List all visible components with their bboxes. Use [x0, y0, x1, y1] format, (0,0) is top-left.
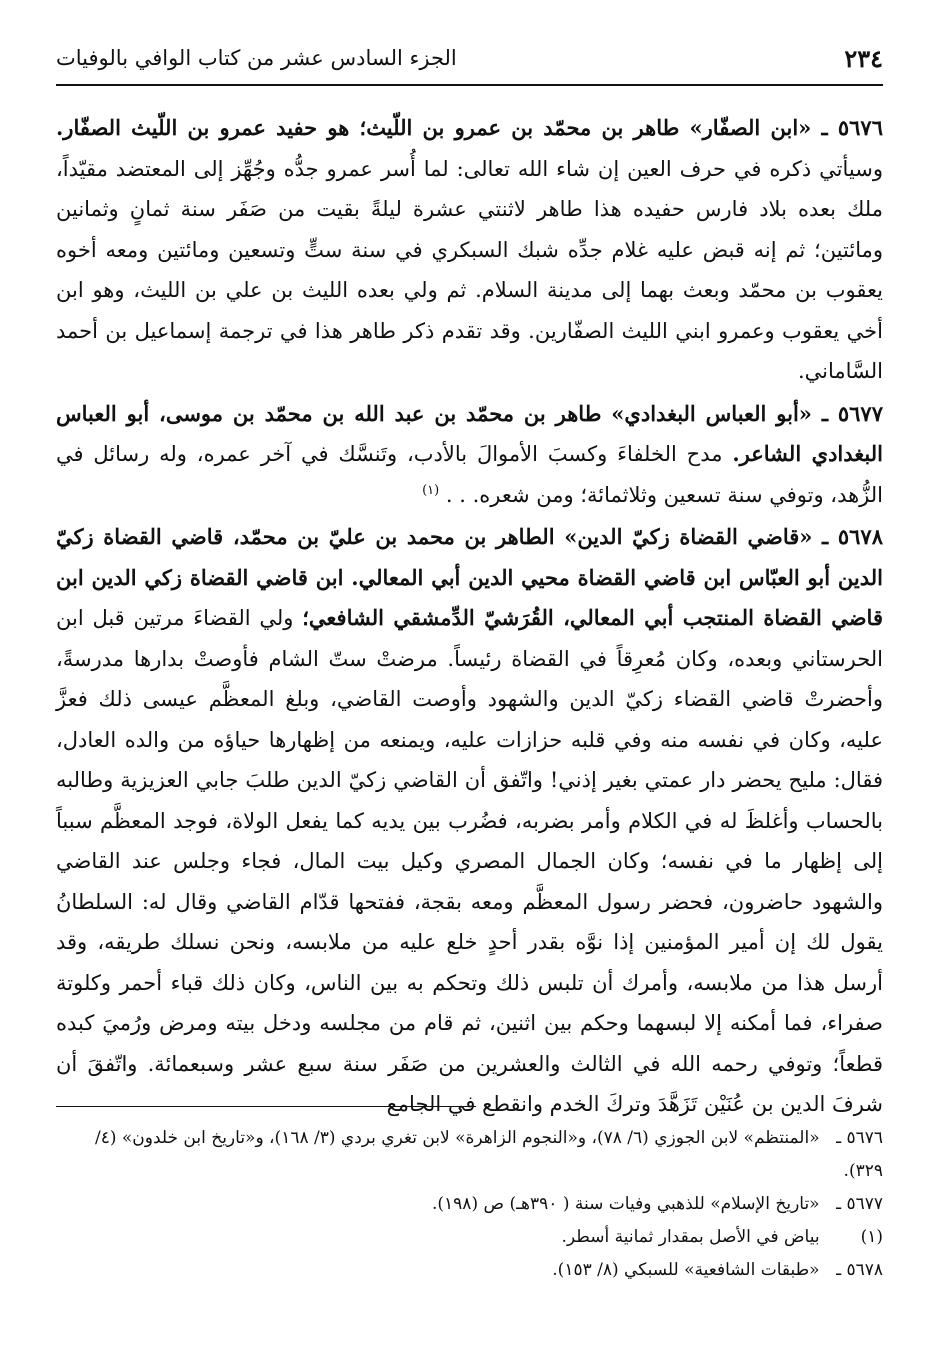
page-header — [56, 38, 883, 78]
footnote-marker: (١) — [422, 482, 440, 498]
footnote-text: «تاريخ الإسلام» للذهبي وفيات سنة ( ٣٩٠هـ) ص (١٩٨). — [432, 1194, 820, 1214]
header-rule — [56, 84, 883, 86]
entry-5676 — [56, 108, 883, 392]
entry-5678 — [56, 517, 883, 1125]
footnote-5676 — [56, 1122, 883, 1188]
footnotes — [56, 1122, 883, 1287]
footnote-rule — [56, 1106, 476, 1107]
entry-text: مدح الخلفاءَ وكسبَ الأموالَ بالأدب، وتَنسَّك في آخر عمره، وله رسائل في الزُّهد، وتوفي سنة تسعين وثلاثمائة؛ ومن شعره. . . — [56, 442, 883, 507]
entry-heading: ٥٦٧٧ ـ «أبو العباس البغدادي» طاهر بن محمّد بن عبد الله بن محمّد بن موسى، أبو العباس البغدادي الشاعر. — [56, 400, 883, 466]
entry-heading: ٥٦٧٨ ـ «قاضي القضاة زكيّ الدين» الطاهر بن محمد بن عليّ بن محمّد، قاضي القضاة زكيّ الدين أبو العبّاس ابن قاضي القضاة محيي الدين أبي المعالي. ابن قاضي القضاة زكي الدين ابن قاضي القضاة المنتجب أبي المعالي، القُرَشيّ الدِّمشقي الشافعي؛ — [56, 524, 883, 630]
main-text — [56, 108, 883, 1116]
entry-5677 — [56, 394, 883, 516]
footnote-1 — [56, 1221, 883, 1254]
footnote-text: «طبقات الشافعية» للسبكي (٨/ ١٥٣). — [552, 1260, 820, 1280]
footnote-number: (١) — [860, 1227, 883, 1247]
running-title: الجزء السادس عشر من كتاب الوافي بالوفيات — [56, 46, 457, 70]
footnote-5677 — [56, 1188, 883, 1221]
entry-text: ولي القضاءَ مرتين قبل ابن الحرستاني وبعده، وكان مُعرِقاً في القضاة رئيساً. مرضتْ ستّ الشام فأوصتْ بدارها مدرسةً، وأحضرتْ قاضي القضاء زكيّ الدين والشهود وأوصت القاضي، وبلغ المعظَّم عيسى ذلك فعزَّ عليه، وكان في نفسه منه وفي قلبه حزازات عليه، ويمنعه من إظهارها حياؤه من والده العادل، فقال: مليح يحضر دار عمتي بغير إذني! واتّفق أن القاضي زكيّ الدين طلبَ جابي العزيزية وطالبه بالحساب وأغلظَ له في الكلام وأمر بضربه، فضُرب بين يديه كما يفعل الولاة، فوجد المعظَّم سبباً إلى إظهار ما في نفسه؛ وكان الجمال المصري وكيل بيت المال، فجاء وجلس عند القاضي والشهود حاضرون، فحضر رسول المعظَّم ومعه بقجة، ففتحها قدّام القاضي وقال له: السلطانُ يقول لك إن أمير المؤمنين إذا نوَّه بقدر أحدٍ خلع عليه من ملابسه، ونحن نسلك طريقه، وقد أرسل هذا من ملابسه، وأمرك أن تلبس ذلك وتحكم به بين الناس، وكان ذلك قباء أحمر وكلوتة صفراء، فما أمكنه إلا لبسهما وحكم بين اثنين، ثم قام من مجلسه ودخل بيته ومرض ورُميَ كبده قطعاً؛ وتوفي رحمه الله في الثالث والعشرين من صَفَر سنة سبع عشر وسبعمائة. واتّفقَ أن شرفَ الدين بن عُنَيْن تَزَهَّدَ وتركَ الخدم وانقطع في الجامع — [56, 606, 883, 1116]
footnote-number: ٥٦٧٧ ـ — [836, 1194, 883, 1214]
page-number: ٢٣٤ — [844, 43, 883, 73]
footnote-text: بياض في الأصل بمقدار ثمانية أسطر. — [561, 1227, 820, 1247]
footnote-number: ٥٦٧٨ ـ — [836, 1260, 883, 1280]
entry-heading: ٥٦٧٦ ـ «ابن الصفّار» طاهر بن محمّد بن عمرو بن اللّيث؛ هو حفيد عمرو بن اللّيث الصفّار. — [56, 115, 883, 140]
entry-text: وسيأتي ذكره في حرف العين إن شاء الله تعالى: لما أُسر عمرو جدُّه وجُهِّز إلى المعتضد مقيّداً، ملك بعده بلاد فارس حفيده هذا طاهر لاثنتي عشرة ليلةً بقيت من صَفَر سنة ثمانٍ وثمانين ومائتين؛ ثم إنه قبض عليه غلام جدِّه شبك السبكري في سنة ستٍّ وتسعين ومائتين ومعه أخوه يعقوب بن محمّد وبعث بهما إلى مدينة السلام. ثم ولي بعده الليث بن علي بن الليث، وهو ابن أخي يعقوب وعمرو ابني الليث الصفّارين. وقد تقدم ذكر طاهر هذا في ترجمة إسماعيل بن أحمد السَّاماني. — [56, 156, 883, 383]
footnote-text: «المنتظم» لابن الجوزي (٦/ ٧٨)، و«النجوم الزاهرة» لابن تغري بردي (٣/ ١٦٨)، و«تاريخ ابن خلدون» (٤/ ٣٢٩). — [94, 1128, 883, 1181]
footnote-5678 — [56, 1254, 883, 1287]
footnote-number: ٥٦٧٦ ـ — [836, 1128, 883, 1148]
